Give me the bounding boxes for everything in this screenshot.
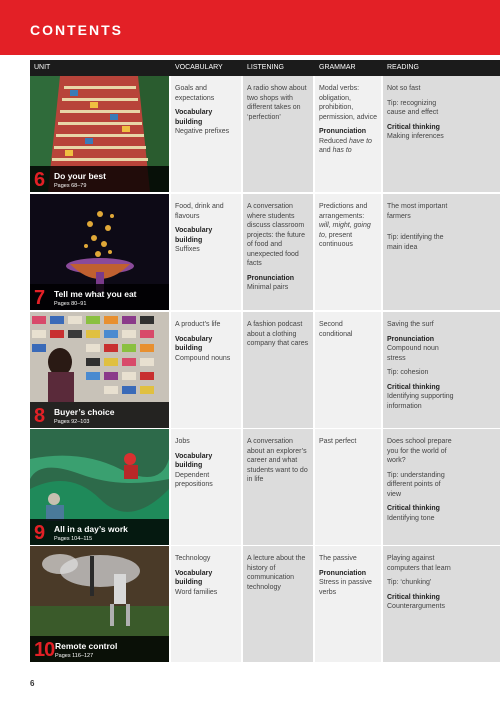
unit-7-number: 7 xyxy=(34,287,46,309)
unit-9-number: 9 xyxy=(34,522,46,544)
unit-6-vocabulary xyxy=(171,76,241,192)
vocab-topic: Food, drink and flavours xyxy=(175,203,224,220)
unit-8-title: Buyer’s choice xyxy=(54,407,115,417)
unit-9-listening xyxy=(243,429,313,545)
table-header xyxy=(30,60,500,76)
reading-heading: Critical thinking xyxy=(387,593,440,601)
grammar-sub: and xyxy=(319,147,333,154)
reading-sub: Identifying supporting information xyxy=(387,393,454,410)
unit-10-listening xyxy=(243,546,313,662)
reading-title: Not so fast xyxy=(387,85,421,92)
vocab-heading: Vocabulary building xyxy=(175,452,213,469)
unit-row-9 xyxy=(30,429,500,545)
unit-8-number: 8 xyxy=(34,405,46,427)
unit-6-grammar xyxy=(315,76,381,192)
page-number: 6 xyxy=(30,679,35,688)
unit-6-listening xyxy=(243,76,313,192)
grammar-text-italic: will, might, going to xyxy=(319,222,371,239)
vocab-heading: Vocabulary building xyxy=(175,335,213,352)
unit-7-pages: Pages 80–91 xyxy=(54,301,87,307)
grammar-sub-italic: has to xyxy=(332,147,352,154)
listening-text: A fashion podcast about a clothing company that cares xyxy=(247,321,309,347)
reading-title: Playing against computers that learn xyxy=(387,555,451,572)
unit-9-pages: Pages 104–115 xyxy=(54,536,93,542)
vocab-sub: Dependent prepositions xyxy=(175,471,213,488)
unit-row-10 xyxy=(30,546,500,662)
unit-7-grammar xyxy=(315,194,381,310)
unit-8-listening xyxy=(243,312,313,428)
unit-8-vocabulary xyxy=(171,312,241,428)
unit-row-6 xyxy=(30,76,500,192)
unit-7-vocabulary xyxy=(171,194,241,310)
unit-9-reading xyxy=(383,429,500,545)
header-unit: UNIT xyxy=(34,64,51,71)
reading-tip: Tip: understanding different points of view xyxy=(387,471,445,498)
unit-10-pages: Pages 116–127 xyxy=(55,653,94,659)
vocab-topic: Jobs xyxy=(175,438,190,445)
vocab-sub: Compound nouns xyxy=(175,354,231,362)
unit-row-8 xyxy=(30,312,500,428)
reading-heading: Critical thinking xyxy=(387,123,440,131)
unit-10-title: Remote control xyxy=(55,641,118,651)
unit-7-reading xyxy=(383,194,500,310)
unit-8-grammar xyxy=(315,312,381,428)
listening-sub: Minimal pairs xyxy=(247,284,289,291)
reading-heading: Critical thinking xyxy=(387,505,440,512)
vocab-sub: Suffixes xyxy=(175,246,200,253)
vocab-heading: Vocabulary building xyxy=(175,569,213,586)
page-title: CONTENTS xyxy=(30,22,123,38)
grammar-text: The passive xyxy=(319,555,357,562)
grammar-sub: Reduced xyxy=(319,137,349,145)
grammar-text: Second conditional xyxy=(319,321,353,338)
reading-sub: Making inferences xyxy=(387,133,444,140)
reading-tip: Tip: ‘chunking’ xyxy=(387,579,432,586)
unit-9-title: All in a day’s work xyxy=(54,524,128,534)
unit-8-pages: Pages 92–103 xyxy=(54,419,90,425)
reading-tip: Tip: cohesion xyxy=(387,369,429,376)
unit-9-vocabulary xyxy=(171,429,241,545)
vocab-sub: Negative prefixes xyxy=(175,128,230,135)
vocab-heading: Vocabulary building xyxy=(175,109,213,126)
unit-row-7 xyxy=(30,194,500,310)
reading-tip: Tip: identifying the main idea xyxy=(387,234,444,251)
unit-6-reading xyxy=(383,76,500,192)
grammar-sub: Stress in passive verbs xyxy=(319,579,372,596)
unit-6-number: 6 xyxy=(34,169,46,191)
reading-title: Does school prepare you for the world of work? xyxy=(387,438,452,464)
header-vocabulary: VOCABULARY xyxy=(175,64,223,71)
listening-text: A radio show about two shops with different takes on ‘perfection’ xyxy=(247,85,307,121)
reading-pron-heading: Pronunciation xyxy=(387,335,435,343)
reading-title: Saving the surf xyxy=(387,321,434,328)
grammar-heading: Pronunciation xyxy=(319,569,367,577)
listening-heading: Pronunciation xyxy=(247,274,295,282)
reading-pron-sub: Compound noun stress xyxy=(387,345,439,362)
grammar-text: Past perfect xyxy=(319,438,357,445)
unit-9-grammar xyxy=(315,429,381,545)
vocab-sub: Word families xyxy=(175,588,218,596)
unit-7-listening xyxy=(243,194,313,310)
reading-tip: Tip: recognizing cause and effect xyxy=(387,99,439,116)
header-listening: LISTENING xyxy=(247,64,284,71)
grammar-text: Modal verbs: obligation, prohibition, permission, advice xyxy=(319,85,377,121)
unit-10-number: 10 xyxy=(34,639,55,661)
unit-10-vocabulary xyxy=(171,546,241,662)
reading-sub: Counterarguments xyxy=(387,603,445,610)
unit-7-title: Tell me what you eat xyxy=(54,289,137,299)
unit-8-reading xyxy=(383,312,500,428)
header-grammar: GRAMMAR xyxy=(319,64,356,71)
vocab-topic: Technology xyxy=(175,555,211,562)
reading-heading: Critical thinking xyxy=(387,383,440,391)
reading-title: The most important farmers xyxy=(387,203,448,220)
grammar-heading: Pronunciation xyxy=(319,128,367,135)
grammar-text: , present continuous xyxy=(319,231,353,248)
grammar-text: Predictions and arrangements: xyxy=(319,203,368,220)
vocab-topic: Goals and expectations xyxy=(175,85,215,102)
grammar-sub-italic: have to xyxy=(348,137,372,145)
listening-text: A conversation where students discuss classroom projects: the future of food and unexpected food facts xyxy=(247,203,305,267)
vocab-topic: A product’s life xyxy=(175,321,221,328)
unit-10-grammar xyxy=(315,546,381,662)
header-reading: READING xyxy=(387,64,419,71)
listening-text: A lecture about the history of communication technology xyxy=(247,555,306,591)
unit-10-reading xyxy=(383,546,500,662)
unit-6-title: Do your best xyxy=(54,171,106,181)
vocab-heading: Vocabulary building xyxy=(175,227,213,244)
unit-6-pages: Pages 68–79 xyxy=(54,183,87,189)
reading-sub: Identifying tone xyxy=(387,514,435,522)
listening-text: A conversation about an explorer’s career and what students want to do in life xyxy=(247,438,308,483)
